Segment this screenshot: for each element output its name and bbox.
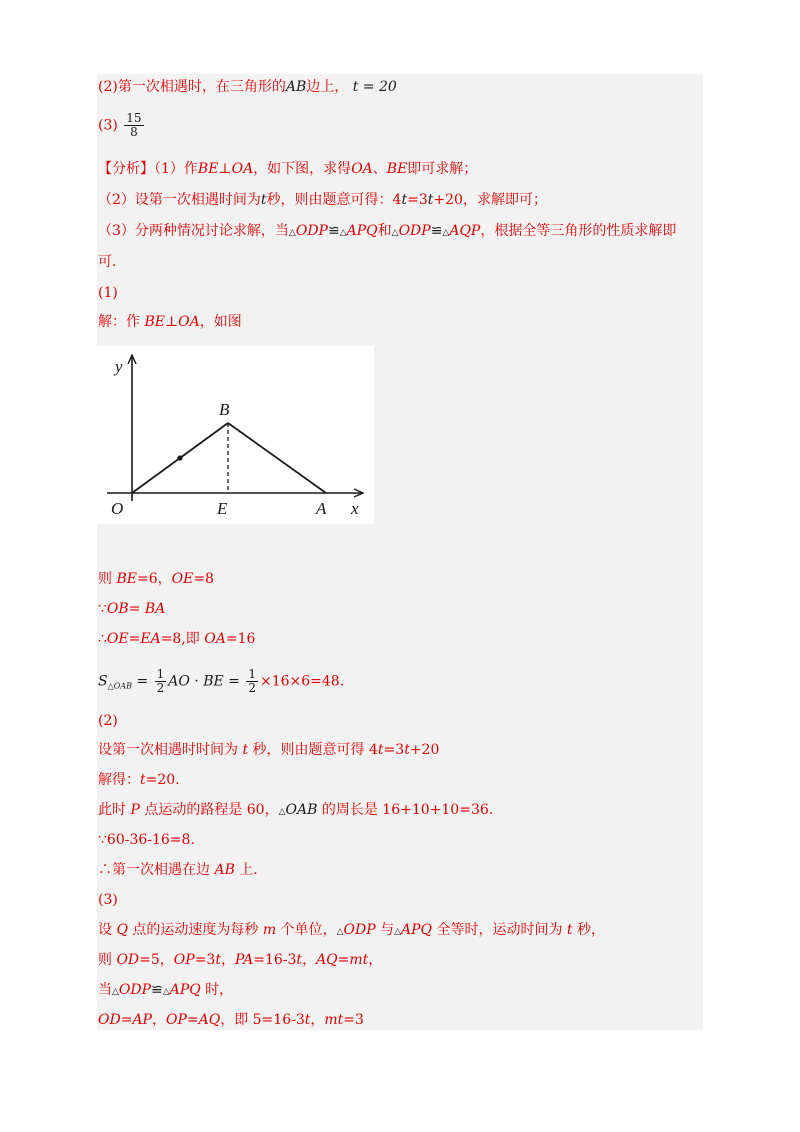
triangle-symbol: △ xyxy=(162,987,170,997)
math: P xyxy=(130,802,140,818)
math: PA xyxy=(234,952,254,968)
math: t xyxy=(140,772,146,788)
solution-2-number xyxy=(98,711,118,731)
solution-3-line-3 xyxy=(98,980,233,1002)
text: =20. xyxy=(145,772,180,788)
fraction-numerator: 1 xyxy=(156,667,165,681)
text: 的周长是 16+10+10=36. xyxy=(317,802,494,818)
text: 上. xyxy=(234,862,258,878)
math: t xyxy=(427,192,434,208)
math: APQ xyxy=(169,982,201,998)
solution-2-line-2 xyxy=(98,770,180,790)
text: ， xyxy=(302,952,317,968)
math: OP xyxy=(173,952,195,968)
text: （3）分两种情况讨论求解，当 xyxy=(98,223,289,239)
math: BE xyxy=(386,161,408,177)
solution-1-line-2 xyxy=(98,599,165,619)
text: 此时 xyxy=(98,802,131,818)
congruence-symbol: ≌ xyxy=(151,982,163,998)
fraction-denominator: 2 xyxy=(248,681,256,695)
math: t xyxy=(404,742,410,758)
math: BE xyxy=(116,571,137,587)
text: =3 xyxy=(194,952,216,968)
solution-2-line-4 xyxy=(98,830,195,850)
text: =6， xyxy=(136,571,172,587)
text: ，如图 xyxy=(199,314,242,330)
answer-equation: t = 20 xyxy=(352,79,397,95)
segment-label: AB xyxy=(285,79,307,95)
text: =5， xyxy=(139,952,174,968)
solution-3-line-2 xyxy=(98,950,382,970)
text: （2）设第一次相遇时间为 xyxy=(98,192,261,208)
solution-1-intro xyxy=(98,312,242,332)
answer-text: 边上， xyxy=(306,79,349,95)
math: APQ xyxy=(401,922,433,938)
text: +20 xyxy=(409,742,440,758)
point-a-label: A xyxy=(316,499,327,518)
text: 时， xyxy=(200,982,234,998)
x-axis-label: x xyxy=(351,499,359,518)
part-number: (2) xyxy=(98,713,118,729)
math: ODP xyxy=(343,922,376,938)
fraction-denominator: 2 xyxy=(156,681,165,695)
math: S xyxy=(98,673,108,690)
solution-panel xyxy=(97,74,703,1030)
math: BE⊥OA xyxy=(197,161,254,177)
text: 、 xyxy=(372,161,387,177)
fraction-denominator: 8 xyxy=(130,125,138,139)
text: =16 xyxy=(225,631,256,647)
math: OE xyxy=(106,631,129,647)
fraction-half xyxy=(246,668,258,695)
math: t xyxy=(242,742,249,758)
text: 点的运动速度为每秒 xyxy=(127,922,263,938)
math: m xyxy=(262,922,277,938)
text: =16-3 xyxy=(253,952,297,968)
math: APQ xyxy=(346,223,378,239)
text: 个单位， xyxy=(276,922,337,938)
part-number: (3) xyxy=(98,117,118,134)
part-number: (3) xyxy=(98,892,118,908)
text: 设第一次相遇时时间为 xyxy=(98,742,243,758)
solution-1-area-formula xyxy=(98,668,344,697)
solution-3-line-4 xyxy=(98,1010,364,1030)
math: EA xyxy=(140,631,161,647)
analysis-line-4 xyxy=(98,252,126,272)
equals: = xyxy=(223,673,245,690)
text: ∵60-36-16=8. xyxy=(98,832,195,848)
text: ∵ xyxy=(98,601,107,617)
math: AQP xyxy=(449,223,481,239)
text: ， xyxy=(151,1012,166,1028)
point-e-label: E xyxy=(217,499,228,518)
point-b-label: B xyxy=(219,400,230,419)
text: = xyxy=(337,952,350,968)
text: （1）作 xyxy=(154,161,198,177)
text: 点运动的路程是 60， xyxy=(139,802,279,818)
text: =3 xyxy=(343,1012,364,1028)
text: = xyxy=(186,1012,199,1028)
congruence-symbol: ≌ xyxy=(327,223,340,239)
congruence-symbol: ≌ xyxy=(430,223,443,239)
analysis-line-3 xyxy=(98,221,676,243)
text: ， xyxy=(220,952,235,968)
math: OA xyxy=(204,631,226,647)
math: ODP xyxy=(295,223,328,239)
text: ， xyxy=(368,952,383,968)
text: 即可求解； xyxy=(407,161,478,177)
math: BA xyxy=(144,601,166,617)
fraction-half xyxy=(155,668,167,695)
math: t xyxy=(260,192,267,208)
math: mt xyxy=(349,952,369,968)
answer-text: 第一次相遇时，在三角形的 xyxy=(117,79,286,95)
math: t xyxy=(377,742,384,758)
point-dot xyxy=(177,455,182,460)
text: 和 xyxy=(377,223,392,239)
triangle-symbol: △ xyxy=(336,927,344,937)
text: ，如下图，求得 xyxy=(253,161,352,177)
point-o-label: O xyxy=(111,499,124,518)
math: AB xyxy=(214,862,235,878)
text: 秒，则由题意可得 4 xyxy=(248,742,378,758)
math: OB xyxy=(106,601,129,617)
math: AQ xyxy=(198,1012,221,1028)
math: OD xyxy=(116,952,140,968)
triangle-symbol: △ xyxy=(339,228,347,238)
subscript: △OAB xyxy=(107,681,132,691)
fraction-numerator: 15 xyxy=(126,111,142,125)
text: =8 xyxy=(193,571,214,587)
text: ×16×6=48. xyxy=(259,673,345,690)
text: 当 xyxy=(98,982,112,998)
triangle-symbol: △ xyxy=(288,228,296,238)
coordinate-diagram xyxy=(97,346,374,524)
segment-ba xyxy=(228,423,326,493)
solution-3-line-1 xyxy=(98,920,605,942)
text: 解：作 xyxy=(98,314,145,330)
math: t xyxy=(215,952,221,968)
text: ∴第一次相遇在边 xyxy=(98,862,215,878)
math: t xyxy=(296,952,303,968)
solution-2-line-3 xyxy=(98,800,493,822)
triangle-figure xyxy=(97,346,374,524)
math: t xyxy=(304,1012,311,1028)
text: = xyxy=(128,631,141,647)
solution-1-number xyxy=(98,283,118,303)
text: 秒， xyxy=(572,922,606,938)
math: ODP xyxy=(118,982,152,998)
solution-2-line-1 xyxy=(98,740,439,760)
triangle-symbol: △ xyxy=(442,228,450,238)
triangle-symbol: △ xyxy=(278,807,286,817)
solution-3-number xyxy=(98,890,118,910)
fraction-numerator: 1 xyxy=(248,667,256,681)
solution-1-line-3 xyxy=(98,629,255,649)
solution-1-line-1 xyxy=(98,569,214,589)
analysis-line-1 xyxy=(98,159,477,179)
triangle-symbol: △ xyxy=(394,927,401,937)
text: =3 xyxy=(407,192,428,208)
text: 设 xyxy=(98,922,117,938)
text: 可． xyxy=(98,254,126,270)
text: ， xyxy=(310,1012,325,1028)
part-number: (1) xyxy=(98,285,118,301)
text: ∴ xyxy=(98,631,107,647)
math: ODP xyxy=(398,223,431,239)
analysis-label: 【分析】 xyxy=(98,161,154,177)
text: 解得： xyxy=(98,772,140,788)
math: t xyxy=(401,192,408,208)
text: 与 xyxy=(375,922,395,938)
math: t xyxy=(566,922,573,938)
math: OE xyxy=(171,571,194,587)
math: AQ xyxy=(316,952,338,968)
math: BE⊥OA xyxy=(144,314,200,330)
text: =3 xyxy=(383,742,405,758)
answer-part3 xyxy=(98,112,146,139)
text: ，根据全等三角形的性质求解即 xyxy=(480,223,677,239)
part-number: (2) xyxy=(98,79,118,95)
text: 则 xyxy=(98,952,117,968)
math: OD xyxy=(98,1012,121,1028)
math: AP xyxy=(132,1012,152,1028)
answer-part2 xyxy=(98,77,397,97)
math: mt xyxy=(324,1012,344,1028)
text: = xyxy=(128,601,145,617)
text: =8,即 xyxy=(160,631,205,647)
text: ，即 5=16-3 xyxy=(220,1012,305,1028)
math: OA xyxy=(351,161,373,177)
text: 全等时，运动时间为 xyxy=(432,922,567,938)
solution-2-line-5 xyxy=(98,860,258,880)
text: +20，求解即可； xyxy=(433,192,547,208)
analysis-line-2 xyxy=(98,190,547,210)
answer-fraction xyxy=(124,112,143,139)
text: 则 xyxy=(98,571,117,587)
math: OAB xyxy=(285,802,318,818)
triangle-symbol: △ xyxy=(112,987,119,997)
text: = xyxy=(120,1012,133,1028)
math: AO · BE xyxy=(168,673,224,690)
equals: = xyxy=(131,673,153,690)
math: Q xyxy=(116,922,128,938)
math: OP xyxy=(165,1012,187,1028)
text: 秒，则由题意可得：4 xyxy=(266,192,402,208)
triangle-symbol: △ xyxy=(391,228,399,238)
y-axis-label: y xyxy=(115,357,123,376)
